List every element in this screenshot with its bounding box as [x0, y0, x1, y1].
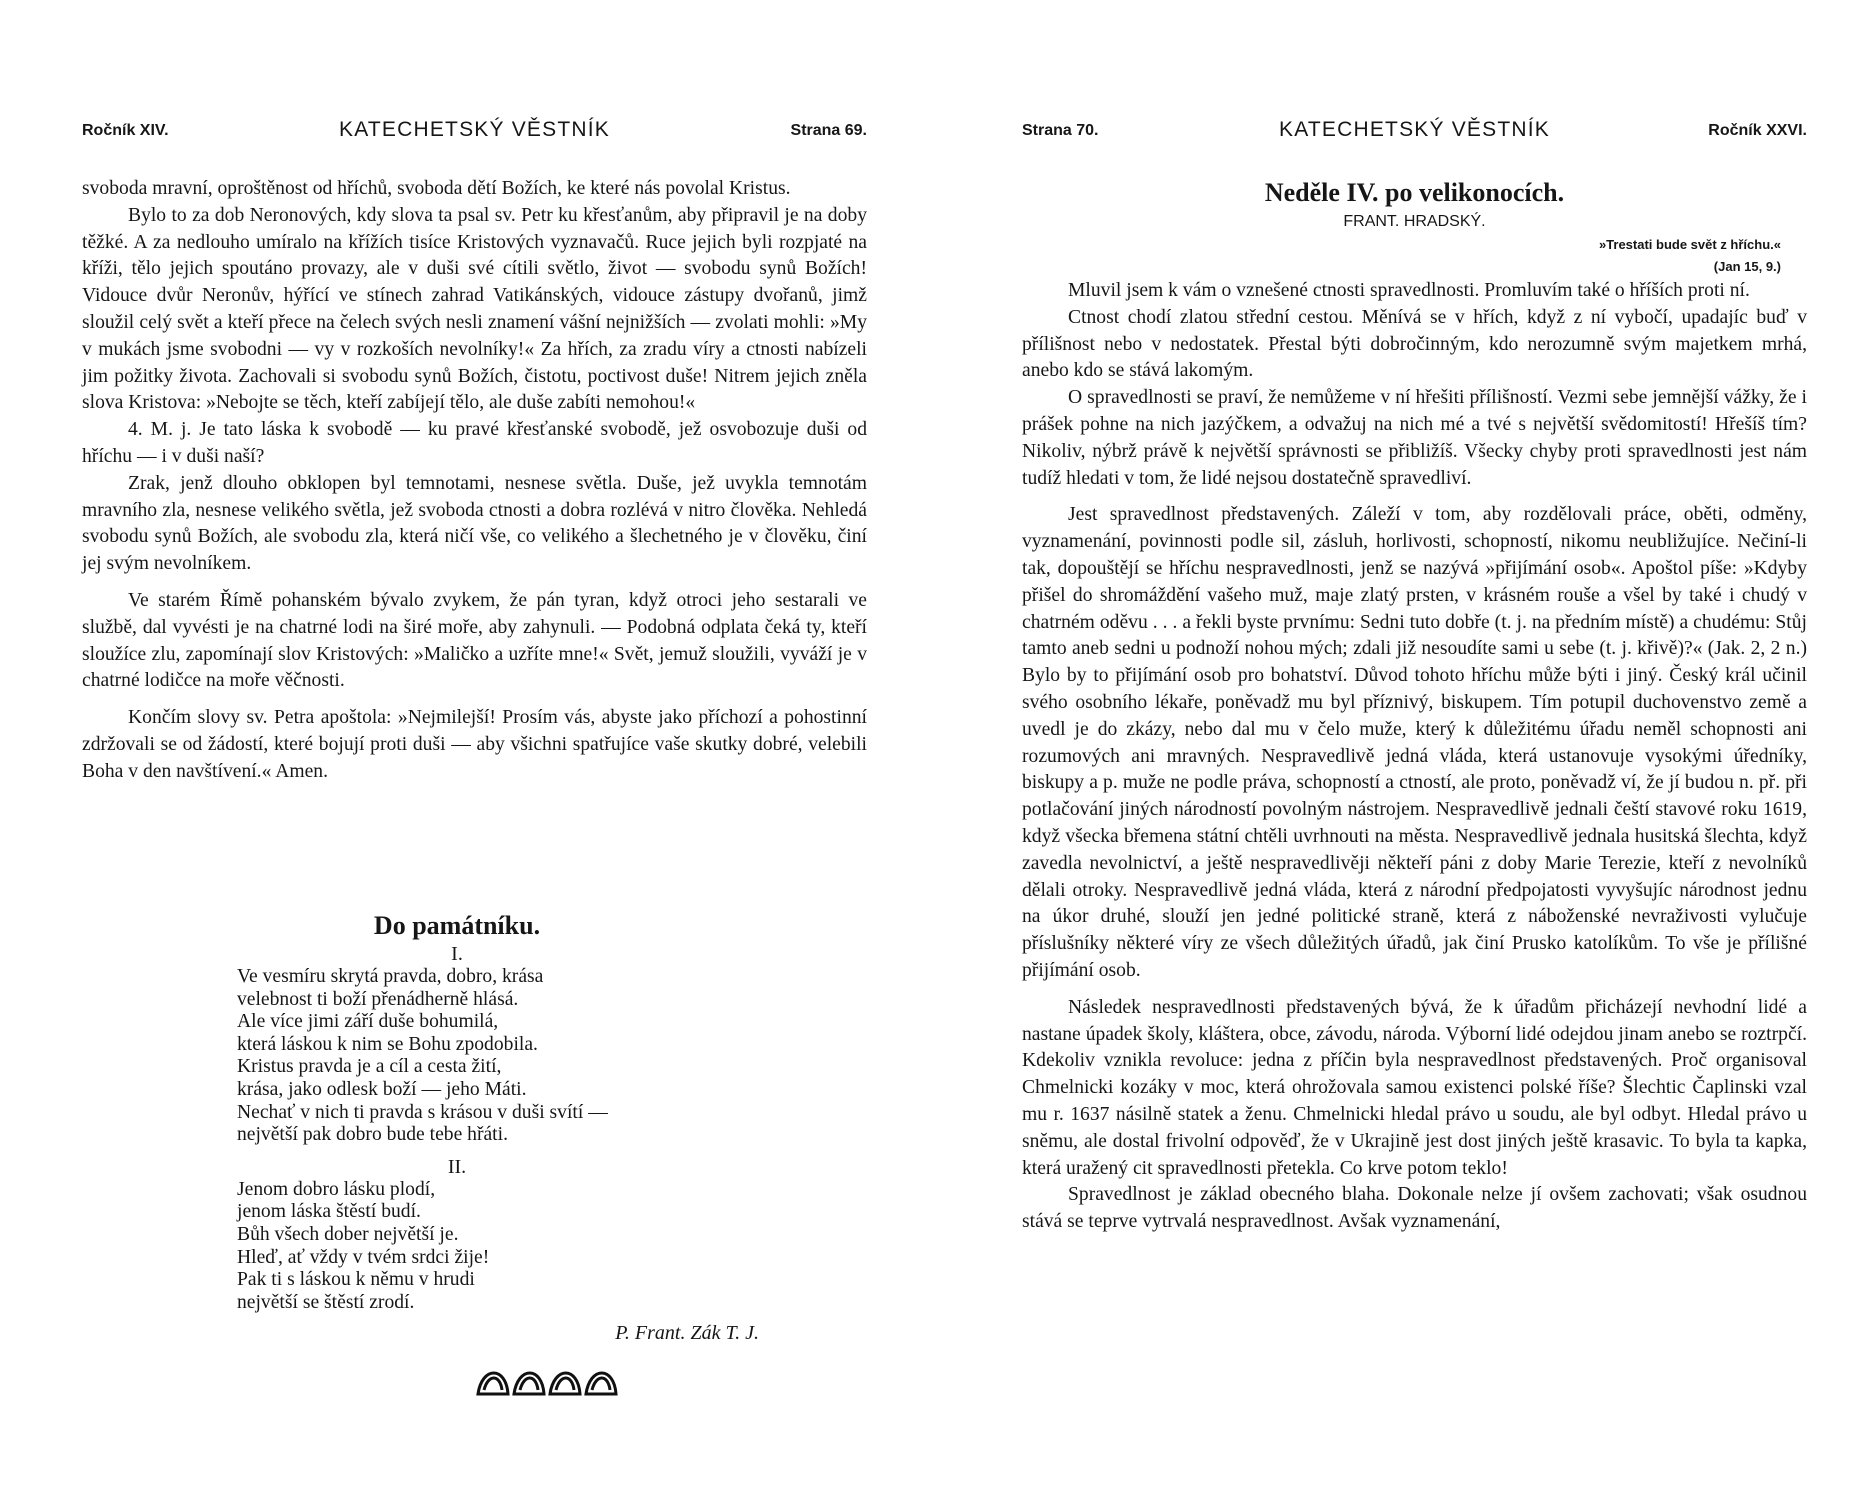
paragraph: Následek nespravedlnosti představených bývá, že k úřadům přicházejí nevhodní lidé a nastane úpadek školy, kláštera, obce, závodu, národa. Výborní lidé odejdou jinam anebo se roztrpčí. Kdekoliv vznikla revoluce: jedna z příčin byla nespravedlnost představených. Proč organisoval Chmelnicki kozáky v moc, která ohrožovala samou existenci polské říše? Šlechtic Čaplinski vzal mu r. 1637 násilně statek a ženu. Chmelnicki hledal právo u soudu, ale byl odbyt. Hledal právo u sněmu, ale dostal frivolní odpověď, že v Ukrajině jest dost jiných ještě krasavic. To byla ta kapka, která uražený cit spravedlnosti přetekla. Co krve potom teklo! — [1022, 996, 1807, 1179]
paragraph: Zrak, jenž dlouho obklopen byl temnotami, nesnese světla. Duše, jež uvykla temnotám mravního zla, nesnese velikého světla, jež svoboda ctnosti a dobra rozlévá v nitro člověka. Nehledá svobodu synů Božích, ale svobodu zla, která ničí vše, co velikého a šlechetného je v člověku, činí jej svým nevolníkem. — [82, 472, 867, 575]
poem-line: Nechať v nich ti pravda s krásou v duši svítí — — [237, 1101, 608, 1123]
poem-line: krása, jako odlesk boží — jeho Máti. — [237, 1078, 527, 1100]
page-number: Strana 70. — [1022, 122, 1099, 139]
poem-line: Ve vesmíru skrytá pravda, dobro, krása — [237, 966, 544, 987]
poem-line: jenom láska štěstí budí. — [237, 1201, 421, 1223]
poem-line: Pak ti s láskou k němu v hrudi — [237, 1269, 475, 1291]
poem-signature: P. Frant. Zák T. J. — [615, 1322, 759, 1345]
paragraph: Bylo to za dob Neronových, kdy slova ta psal sv. Petr ku křesťanům, aby připravil je na doby těžké. A za nedlouho umíralo na křížích tisíce Kristových vyznavačů. Ruce jejich byli rozpjaté na kříži, tělo jejich spoutáno provazy, ale v duši své cítili světlo, život — svobodu synů Božích! Vidouce dvůr Neronův, hýřící ve stínech zahrad Vatikánských, vidouce zástupy dvořanů, jimž sloužil celý svět a kteří přece na čelech svých nesli znamení vášní nejnižších — zvolati mohli: »My v mukách jsme svobodni — vy v rozkoších nevolníky!« Za hřích, za zradu víry a ctnosti nabízeli jim požitky života. Zachovali si svobodu synů Božích, čistotu, poctivost duše! Nitrem jejich zněla slova Kristova: »Nebojte se těch, kteří zabíjejí tělo, ale duše zabíti nemohou!« — [82, 204, 867, 414]
poem-line: největší se štěstí zrodí. — [237, 1291, 415, 1313]
poem-line: Bůh všech dober největší je. — [237, 1223, 459, 1245]
journal-title: KATECHETSKÝ VĚSTNÍK — [339, 118, 610, 141]
paragraph: 4. M. j. Je tato láska k svobodě — ku pravé křesťanské svobodě, jež osvobozuje duši od hříchu — i v duši naší? — [82, 419, 867, 467]
poem-title: Do památníku. — [373, 911, 541, 940]
poem-line: Hleď, ať vždy v tvém srdci žije! — [237, 1246, 490, 1268]
article-title: Neděle IV. po velikonocích. — [1264, 178, 1565, 207]
paragraph: O spravedlnosti se praví, že nemůžeme v ní hřešiti přílišností. Vezmi sebe jemnější vážky, že i prášek pohne na nich jazýčkem, a odvažuj na nich mé a tvé s největší svědomitostí! Hřešíš tím? Nikoliv, nýbrž právě k největší správnosti se přibližíš. Všecky chyby proti spravedlnosti jest nám tudíž hledati v tom, že lidé nejsou dostatečně spravedliví. — [1022, 387, 1807, 489]
poem-line: Kristus pravda je a cíl a cesta žití, — [237, 1056, 502, 1078]
page-number: Strana 69. — [790, 122, 867, 139]
volume-label: Ročník XIV. — [82, 122, 169, 139]
running-header — [82, 118, 867, 148]
article-body — [1022, 176, 1807, 1236]
paragraph: Spravedlnost je základ obecného blaha. Dokonale nelze jí ovšem zachovati; však osudnou stává se teprve vytrvalá nespravedlnost. Avšak vyznamenání, — [1022, 1184, 1807, 1233]
paragraph: svoboda mravní, oproštěnost od hříchů, svoboda dětí Božích, ke které nás povolal Kristus. — [82, 178, 791, 199]
running-header — [1022, 118, 1807, 148]
left-page — [82, 0, 867, 1500]
stanza-numeral: II. — [447, 1155, 467, 1178]
right-page — [1022, 0, 1807, 1500]
poem-line: Jenom dobro lásku plodí, — [237, 1178, 436, 1200]
volume-label: Ročník XXVI. — [1708, 122, 1807, 139]
floral-ornament-icon — [472, 1352, 622, 1398]
poem-line: velebnost ti boží přenádherně hlásá. — [237, 988, 519, 1010]
article-body — [82, 176, 867, 786]
journal-title: KATECHETSKÝ VĚSTNÍK — [1279, 118, 1550, 141]
motto-quote: »Trestati bude svět z hříchu.« — [1598, 237, 1781, 252]
motto-reference: (Jan 15, 9.) — [1713, 259, 1781, 274]
paragraph: Mluvil jsem k vám o vznešené ctnosti spravedlnosti. Promluvím také o hříších proti ní. — [1068, 280, 1750, 301]
poem-line: která láskou k nim se Bohu zpodobila. — [237, 1033, 538, 1055]
stanza-numeral: I. — [451, 943, 463, 965]
paragraph: Ve starém Římě pohanském bývalo zvykem, že pán tyran, když otroci jeho sestarali ve službě, dal vyvésti je na chatrné lodi na širé moře, aby zahynuli. — Podobná odplata čeká ty, kteří sloužíce zlu, zapomínají slov Kristových: »Maličko a uzříte mne!« Svět, jemuž sloužili, vyváží je v chatrné lodičce na moře věčnosti. — [82, 589, 867, 692]
poem-line: Ale více jimi září duše bohumilá, — [237, 1011, 499, 1033]
paragraph: Ctnost chodí zlatou střední cestou. Měnívá se v hřích, když z ní vybočí, upadajíc buď v přílišnost nebo v nedostatek. Přestal býti dobročinným, kdo nerozumně svým majetkem mrhá, anebo kdo se stává lakomým. — [1022, 306, 1807, 382]
poem-line: největší pak dobro bude tebe hřáti. — [237, 1124, 508, 1146]
article-author: FRANT. HRADSKÝ. — [1343, 213, 1486, 230]
poem — [237, 910, 837, 1345]
paragraph: Končím slovy sv. Petra apoštola: »Nejmilejší! Prosím vás, abyste jako příchozí a pohostinní zdržovali se od žádostí, které bojují proti duši — aby všichni spatřujíce vaše skutky dobré, velebili Boha v den navštívení.« Amen. — [82, 707, 867, 782]
paragraph: Jest spravedlnost představených. Záleží v tom, aby rozdělovali práce, oběti, odměny, vyznamenání, povinnosti podle sil, zásluh, horlivosti, schopností, nikomu neubližujíce. Nečiní-li tak, dopouštějí se hříchu nespravedlnosti, jenž se nazývá »přijímání osob«. Apoštol píše: »Kdyby přišel do shromáždění vašeho muž, maje zlatý prsten, v krásném rouše a všel by také i chudý v chatrném oděvu . . . a řekli byste prvnímu: Sedni tuto dobře (t. j. na předním místě) a chudému: Stůj tamto aneb sedni u podnoží nohou mých; zdali již nesoudíte sami u sebe (t. j. křivě)?« (Jak. 2, 2 n.) Bylo by to přijímání osob pro bohatství. Důvod tohoto hříchu může býti i jiný. Český král učinil svého osobního lékaře, poněvadž mu byl příznivý, biskupem. Tím potupil duchovenstvo země a uvedl je do zkázy, nebo dal mu v čelo muže, který k důležitému úřadu neměl schopnosti ani rozumových ani mravných. Nespravedlivě jedná vláda, která ustanovuje vysokými úředníky, biskupy a p. muže ne podle práva, schopností a ctností, ale proto, poněvadž ví, že jí budou n. př. při potlačování jiných národností povolným nástrojem. Nespravedlivě jednali čeští stavové roku 1619, když všecka břemena státní chtěli uvrhnouti na města. Nespravedlivě jednala husitská šlechta, když zavedla nevolnictví, a ještě nespravedlivěji někteří páni z doby Marie Terezie, kteří z nevolníků dělali otroky. Nespravedlivě jedná vláda, která z národní předpojatosti vyvyšujíc národnost jednu na úkor druhé, slouží jen jedné politické straně, která z náboženské nevraživosti vylučuje příslušníky některé víry ze všech důležitých úřadů, jak činí Prusko katolíkům. To vše je přílišné přijímání osob. — [1022, 504, 1807, 981]
